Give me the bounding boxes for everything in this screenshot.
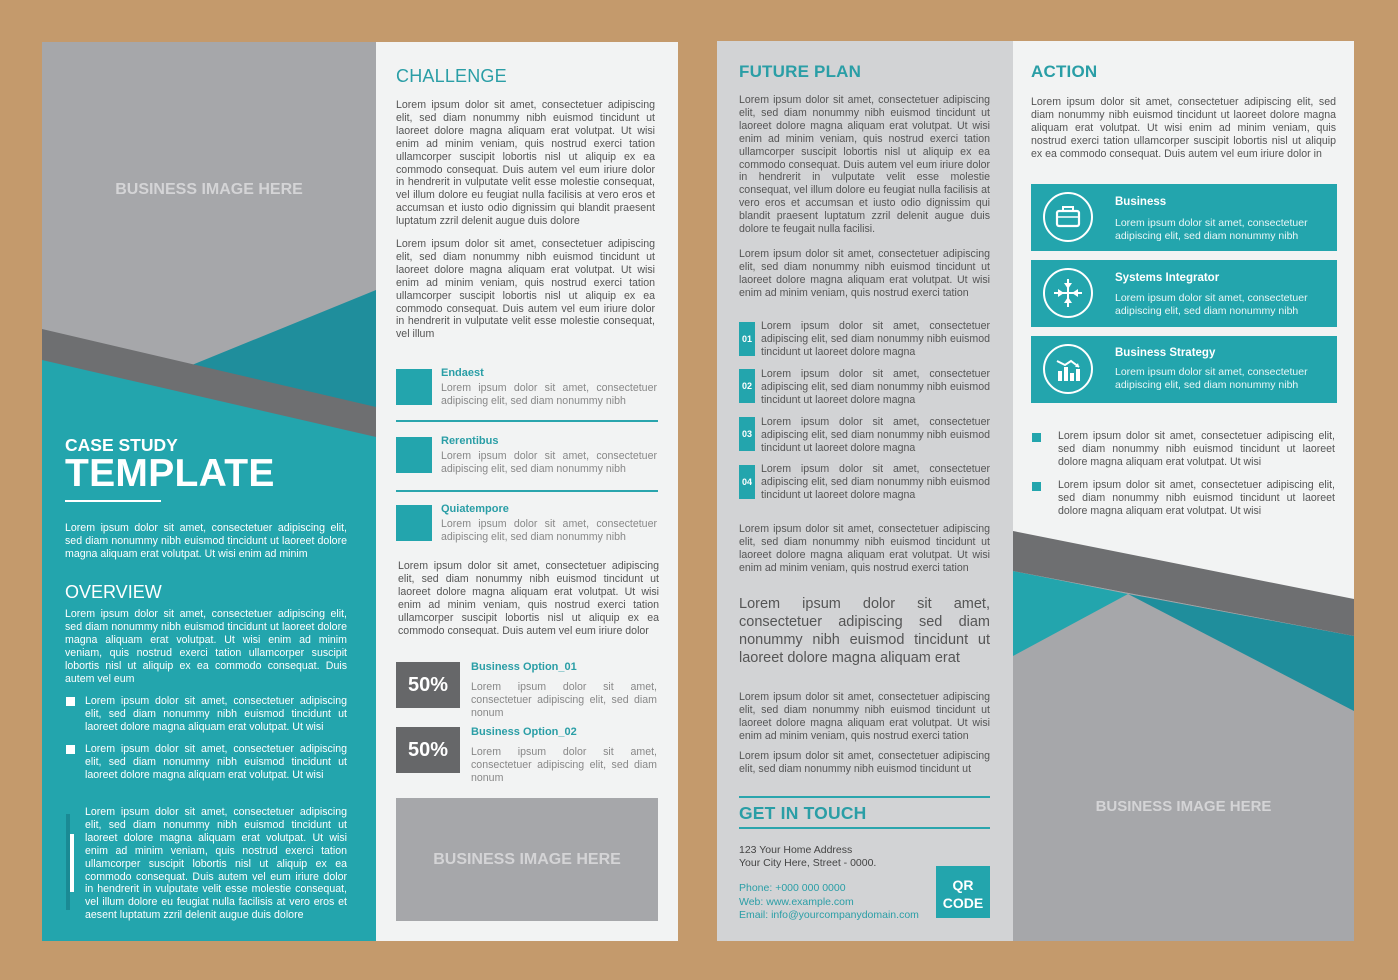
- service-card-systems-integrator: [1031, 260, 1337, 327]
- image-placeholder: BUSINESS IMAGE HERE: [115, 181, 303, 198]
- future-text-2: Lorem ipsum dolor sit amet, consectetuer adipiscing elit, sed diam nonummy nibh euismod tincidunt ut laoreet dolore magna aliquam erat volutpat. Ut wisi enim ad minim veniam, quis nostrud exerci tation: [739, 248, 990, 299]
- arrows-converge-icon: [1043, 268, 1093, 318]
- plan-quote: Lorem ipsum dolor sit amet, consectetuer adipiscing sed diam nonummy nibh euismod tincidunt ut laoreet dolore magna aliquam erat: [739, 596, 990, 666]
- feature-square-icon: [396, 369, 432, 405]
- image-placeholder: BUSINESS IMAGE HERE: [1095, 798, 1272, 815]
- step-number: 03: [739, 417, 755, 451]
- action-bullet-text: Lorem ipsum dolor sit amet, consectetuer adipiscing elit, sed diam nonummy nibh euismod tincidunt ut laoreet dolore magna aliquam erat volutpat. Ut wisi: [1058, 479, 1335, 517]
- step-text: Lorem ipsum dolor sit amet, consectetuer adipiscing elit, sed diam nonummy nibh euismod tincidunt ut laoreet dolore magna: [761, 463, 990, 501]
- address-line-2: Your City Here, Street - 0000.: [739, 857, 877, 869]
- option-percent-badge: 50%: [396, 727, 460, 773]
- touch-divider-bottom: [739, 827, 990, 829]
- option-title: Business Option_01: [471, 661, 577, 673]
- service-text: Lorem ipsum dolor sit amet, consectetuer adipiscing elit, sed diam nonummy nibh: [1115, 217, 1308, 242]
- address-line-1: 123 Your Home Address: [739, 844, 853, 856]
- code-label: CODE: [942, 895, 984, 911]
- step-text: Lorem ipsum dolor sit amet, consectetuer adipiscing elit, sed diam nonummy nibh euismod tincidunt ut laoreet dolore magna: [761, 416, 990, 454]
- bullet-text: Lorem ipsum dolor sit amet, consectetuer adipiscing elit, sed diam nonummy nibh euismod tincidunt ut laoreet dolore magna aliquam erat volutpat. Ut wisi: [85, 743, 347, 781]
- service-text: Lorem ipsum dolor sit amet, consectetuer adipiscing elit, sed diam nonummy nibh: [1115, 292, 1308, 317]
- title-underline: [65, 500, 161, 502]
- service-text: Lorem ipsum dolor sit amet, consectetuer adipiscing elit, sed diam nonummy nibh: [1115, 366, 1308, 391]
- overview-title: OVERVIEW: [65, 582, 162, 602]
- plan-text-5: Lorem ipsum dolor sit amet, consectetuer adipiscing elit, sed diam nonummy nibh euismod tincidunt ut: [739, 750, 990, 775]
- briefcase-icon: [1043, 192, 1093, 242]
- web-link[interactable]: Web: www.example.com: [739, 896, 854, 908]
- feature-text: Lorem ipsum dolor sit amet, consectetuer adipiscing elit, sed diam nonummy nibh: [441, 450, 657, 475]
- action-bullet-text: Lorem ipsum dolor sit amet, consectetuer adipiscing elit, sed diam nonummy nibh euismod tincidunt ut laoreet dolore magna aliquam erat volutpat. Ut wisi: [1058, 430, 1335, 468]
- business-image-box: [396, 798, 658, 921]
- cover-panel: [42, 42, 376, 941]
- bullet-square-icon: [66, 697, 75, 706]
- feature-title: Rerentibus: [441, 435, 499, 447]
- feature-text: Lorem ipsum dolor sit amet, consectetuer adipiscing elit, sed diam nonummy nibh: [441, 518, 657, 543]
- plan-text-3: Lorem ipsum dolor sit amet, consectetuer adipiscing elit, sed diam nonummy nibh euismod tincidunt ut laoreet dolore magna aliquam erat volutpat. Ut wisi enim ad minim veniam, quis nostrud exerci tation: [739, 523, 990, 574]
- action-title: ACTION: [1031, 62, 1098, 81]
- cover-shapes: [42, 42, 376, 442]
- service-title: Systems Integrator: [1115, 272, 1220, 284]
- feature-title: Quiatempore: [441, 503, 509, 515]
- challenge-text-2: Lorem ipsum dolor sit amet, consectetuer adipiscing elit, sed diam nonummy nibh euismod tincidunt ut laoreet dolore magna aliquam erat volutpat. Ut wisi enim ad minim veniam, quis nostrud exerci tation ullamcorper suscipit lobortis nisl ut aliquip ex ea commodo consequat. Duis autem vel eum iriure dolor in hendrerit in vulputate velit esse molestie consequat, vel illum: [396, 238, 655, 341]
- bullet-square-icon: [1032, 482, 1041, 491]
- action-panel: [1013, 41, 1354, 941]
- template-title: TEMPLATE: [65, 452, 275, 495]
- case-study-label: CASE STUDY: [65, 435, 178, 455]
- bullet-square-icon: [1032, 433, 1041, 442]
- service-title: Business Strategy: [1115, 347, 1216, 359]
- action-text: Lorem ipsum dolor sit amet, consectetuer adipiscing elit, sed diam nonummy nibh euismod tincidunt ut laoreet dolore magna aliquam erat volutpat. Ut wisi enim ad minim veniam, quis nostrud exerci tation ullamcorper suscipit lobortis nisl ut aliquip ex ea commodo consequat. Duis autem vel eum iriure dolor in: [1031, 96, 1336, 160]
- qr-code-box: [936, 866, 990, 918]
- future-plan-panel: [717, 41, 1013, 941]
- challenge-text-1: Lorem ipsum dolor sit amet, consectetuer adipiscing elit, sed diam nonummy nibh euismod tincidunt ut laoreet dolore magna aliquam erat volutpat. Ut wisi enim ad minim veniam, quis nostrud exerci tation ullamcorper suscipit lobortis nisl ut aliquip ex ea commodo consequat. Duis autem vel eum iriure dolor in hendrerit in vulputate velit esse molestie consequat, vel illum dolore eu feugiat nulla facilisis at vero eros et accumsan et iusto odio dignissim qui blandit praesent luptatum zzril delenit augue duis dolore: [396, 99, 655, 228]
- option-text: Lorem ipsum dolor sit amet, consectetuer adipiscing elit, sed diam nonum: [471, 681, 657, 719]
- step-number: 01: [739, 322, 755, 356]
- feature-square-icon: [396, 505, 432, 541]
- touch-divider-top: [739, 796, 990, 798]
- qr-label: QR: [952, 877, 974, 893]
- step-text: Lorem ipsum dolor sit amet, consectetuer adipiscing elit, sed diam nonummy nibh euismod tincidunt ut laoreet dolore magna: [761, 320, 990, 358]
- image-placeholder: BUSINESS IMAGE HERE: [433, 851, 621, 868]
- challenge-panel: [376, 42, 678, 941]
- email-link[interactable]: Email: info@yourcompanydomain.com: [739, 909, 919, 921]
- challenge-title: CHALLENGE: [396, 66, 507, 86]
- step-number: 04: [739, 465, 755, 499]
- step-number: 02: [739, 369, 755, 403]
- feature-square-icon: [396, 437, 432, 473]
- feature-text: Lorem ipsum dolor sit amet, consectetuer adipiscing elit, sed diam nonummy nibh: [441, 382, 657, 407]
- future-plan-title: FUTURE PLAN: [739, 62, 862, 81]
- quote-text: Lorem ipsum dolor sit amet, consectetuer adipiscing elit, sed diam nonummy nibh euismod tincidunt ut laoreet dolore magna aliquam erat volutpat. Ut wisi enim ad minim veniam, quis nostrud exerci tation ullamcorper suscipit lobortis nisl ut aliquip ex ea commodo consequat. Duis autem vel eum iriure dolor in hendrerit in vulputate velit esse molestie consequat, vel illum dolore eu feugiat nulla facilisis at vero eros et aesent luptatum zzril delenit augue duis dolore: [85, 806, 347, 922]
- quote-bar-accent: [70, 834, 74, 892]
- overview-text: Lorem ipsum dolor sit amet, consectetuer adipiscing elit, sed diam nonummy nibh euismod tincidunt ut laoreet dolore magna aliquam erat volutpat. Ut wisi enim ad minim veniam, quis nostrud exerci tation ullamcorper suscipit lobortis nisl ut aliquip ex ea commodo consequat. Duis autem vel eum: [65, 608, 347, 685]
- service-card-business: [1031, 184, 1337, 251]
- bullet-square-icon: [66, 745, 75, 754]
- feature-divider: [396, 490, 658, 492]
- bar-chart-icon: [1043, 344, 1093, 394]
- bullet-text: Lorem ipsum dolor sit amet, consectetuer adipiscing elit, sed diam nonummy nibh euismod tincidunt ut laoreet dolore magna aliquam erat volutpat. Ut wisi: [85, 695, 347, 733]
- option-title: Business Option_02: [471, 726, 577, 738]
- mid-text: Lorem ipsum dolor sit amet, consectetuer adipiscing elit, sed diam nonummy nibh euismod tincidunt ut laoreet dolore magna aliquam erat volutpat. Ut wisi enim ad minim veniam, quis nostrud exerci tation ullamcorper suscipit lobortis nisl ut aliquip ex ea commodo consequat. Duis autem vel eum iriure dolor: [398, 560, 659, 637]
- get-in-touch-title: GET IN TOUCH: [739, 803, 867, 823]
- feature-divider: [396, 420, 658, 422]
- future-text-1: Lorem ipsum dolor sit amet, consectetuer adipiscing elit, sed diam nonummy nibh euismod tincidunt ut laoreet dolore magna aliquam erat volutpat. Ut wisi enim ad minim veniam, quis nostrud exerci tation ullamcorper suscipit lobortis nisl ut aliquip ex ea commodo consequat. Duis autem vel eum iriure dolor in hendrerit in vulputate velit esse molestie consequat, vel illum dolore eu feugiat nulla facilisis at vero eros et accumsan et iusto odio dignissim qui blandit praesent luptatum zzril delenit augue duis dolore te feugait nulla facilisi.: [739, 94, 990, 236]
- service-title: Business: [1115, 196, 1167, 208]
- feature-title: Endaest: [441, 367, 484, 379]
- back-shapes: [1013, 526, 1354, 941]
- plan-text-4: Lorem ipsum dolor sit amet, consectetuer adipiscing elit, sed diam nonummy nibh euismod tincidunt ut laoreet dolore magna aliquam erat volutpat. Ut wisi enim ad minim veniam, quis nostrud exerci tation: [739, 691, 990, 742]
- option-percent-badge: 50%: [396, 662, 460, 708]
- phone-text: Phone: +000 000 0000: [739, 882, 846, 894]
- step-text: Lorem ipsum dolor sit amet, consectetuer adipiscing elit, sed diam nonummy nibh euismod tincidunt ut laoreet dolore magna: [761, 368, 990, 406]
- intro-text: Lorem ipsum dolor sit amet, consectetuer adipiscing elit, sed diam nonummy nibh euismod tincidunt ut laoreet dolore magna aliquam erat volutpat. Ut wisi enim ad minim: [65, 522, 347, 560]
- option-text: Lorem ipsum dolor sit amet, consectetuer adipiscing elit, sed diam nonum: [471, 746, 657, 784]
- service-card-business-strategy: [1031, 336, 1337, 403]
